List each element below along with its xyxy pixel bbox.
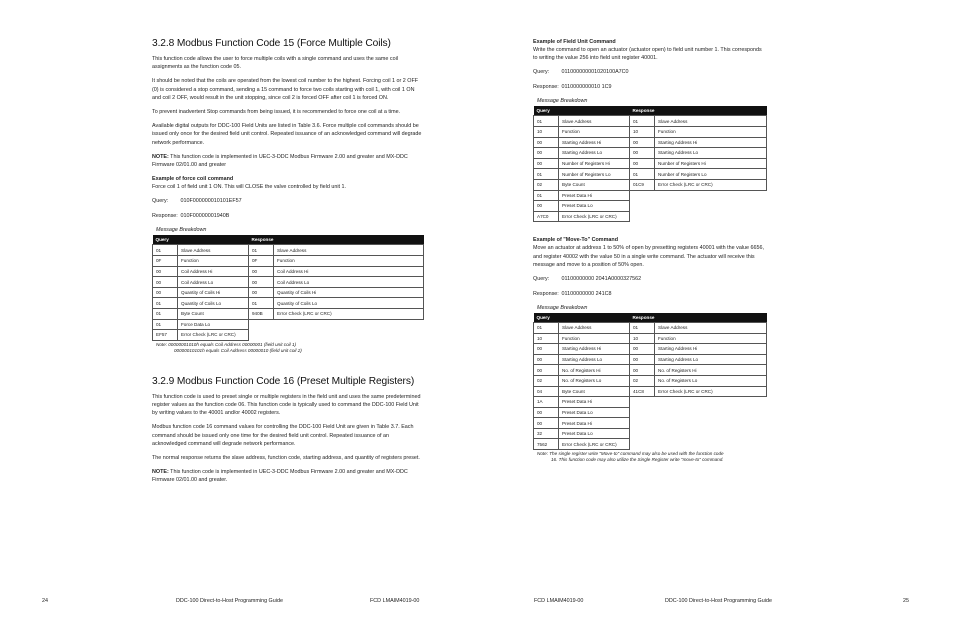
query-field-cell: Starting Address Lo	[559, 148, 630, 159]
response-label: Response:	[533, 290, 559, 297]
query-byte-cell: 01	[534, 116, 559, 127]
query-field-cell: Preset Data Hi	[559, 190, 630, 201]
query-byte-cell: 01	[534, 169, 559, 180]
table-note: 00000010101h equals Coil Address 00000010 (field unit coil 2)	[174, 347, 302, 353]
empty-cell	[249, 319, 424, 330]
note-text: This function code is implemented in UEC-3-DDC Modbus Firmware 2.00 and greater and MX-DDC Firmware 02/01.00 and greater.	[152, 469, 408, 484]
empty-cell	[630, 190, 767, 201]
query-field-cell: Slave Address	[559, 116, 630, 127]
query-byte-cell: 00	[534, 344, 559, 355]
table-header-row	[534, 106, 767, 116]
response-byte-cell: 00	[630, 365, 655, 376]
response-field-cell: No. of Registers Hi	[655, 365, 767, 376]
table-row	[153, 298, 424, 309]
footer-title: DDC-100 Direct-to-Host Programming Guide	[665, 598, 772, 604]
empty-cell	[249, 330, 424, 341]
table-row	[153, 245, 424, 256]
response-byte-cell: 10	[630, 333, 655, 344]
footer-title: DDC-100 Direct-to-Host Programming Guide	[176, 598, 283, 604]
table-row	[534, 137, 767, 148]
query-field-cell: Byte Count	[559, 386, 630, 397]
table-note: Note: The single register write "Move-to" command may also be used with the function code	[537, 451, 724, 457]
query-line	[533, 275, 767, 283]
table-row	[534, 190, 767, 201]
response-field-cell: Slave Address	[274, 245, 424, 256]
query-field-cell: Preset Data Lo	[559, 428, 630, 439]
example-text: Force coil 1 of field unit 1 ON. This will CLOSE the valve controlled by field unit 1.	[152, 184, 347, 191]
query-byte-cell: 04	[534, 386, 559, 397]
query-byte-cell: 00	[534, 365, 559, 376]
table-row	[534, 127, 767, 138]
example-heading: Example of "Move-To" Command	[533, 237, 618, 244]
response-header: Response	[630, 313, 767, 323]
query-field-cell: Preset Data Lo	[559, 407, 630, 418]
page-number: 24	[42, 598, 48, 604]
table-body	[153, 245, 424, 340]
note-label: NOTE:	[152, 153, 169, 160]
response-field-cell: Function	[655, 333, 767, 344]
response-byte-cell: 01	[630, 169, 655, 180]
query-field-cell: Byte Count	[178, 309, 249, 320]
note-paragraph	[152, 468, 424, 484]
example-heading: Example of force coil command	[152, 176, 234, 183]
paragraph: Modbus function code 16 command values for controlling the DDC-100 Field Unit are given in Table 3.7. Each command should be issued only one time for the desired field unit control. Repeated issuance of an acknowledged command will degrade network performance.	[152, 424, 414, 447]
query-field-cell: Function	[559, 127, 630, 138]
query-field-cell: Quantity of Coils Hi	[178, 287, 249, 298]
query-byte-cell: 00	[534, 418, 559, 429]
query-field-cell: Coil Address Lo	[178, 277, 249, 288]
left-column	[152, 38, 424, 491]
query-byte-cell: 10	[534, 127, 559, 138]
response-label: Response:	[533, 84, 559, 91]
response-byte-cell: 02	[630, 375, 655, 386]
page-number: 25	[903, 598, 909, 604]
message-breakdown-label: Message Breakdown	[537, 98, 588, 105]
response-field-cell: Error Check (LRC or CRC)	[274, 309, 424, 320]
response-line	[533, 83, 767, 91]
response-field-cell: Coil Address Lo	[274, 277, 424, 288]
table-row	[534, 333, 767, 344]
query-field-cell: Byte Count	[559, 179, 630, 190]
query-byte-cell: 32	[534, 428, 559, 439]
query-byte-cell: 01	[153, 298, 178, 309]
response-field-cell: Quantity of Coils Hi	[274, 287, 424, 298]
query-field-cell: Function	[559, 333, 630, 344]
message-breakdown-table	[533, 106, 767, 222]
query-byte-cell: 10	[534, 333, 559, 344]
table-row	[534, 179, 767, 190]
paragraph: To prevent inadvertent Stop commands from being issued, it is recommended to force one coil at a time.	[152, 109, 401, 116]
message-breakdown-label: Message Breakdown	[537, 304, 588, 311]
paragraph: It should be noted that the coils are operated from the lowest coil number to the highest. Forcing coil 1 or 2 OFF (0) is considered a stop command, sending a 15 command to force two coils starting with coil 1, with coil 1 ON and coil 2 OFF, would result in the unit stopping, since coil 2 is forced OFF after coil 1 is forced ON.	[152, 78, 419, 101]
note-paragraph	[152, 153, 424, 169]
query-line	[533, 68, 767, 76]
table-row	[534, 169, 767, 180]
table-row	[153, 287, 424, 298]
query-byte-cell: EF57	[153, 330, 178, 341]
empty-cell	[630, 211, 767, 222]
query-field-cell: Number of Registers Lo	[559, 169, 630, 180]
empty-cell	[630, 201, 767, 212]
query-field-cell: Error Check (LRC or CRC)	[559, 211, 630, 222]
note-text: This function code is implemented in UEC-3-DDC Modbus Firmware 2.00 and greater and MX-DDC Firmware 02/01.00 and greater	[152, 153, 408, 169]
table-row	[534, 365, 767, 376]
response-byte-cell: 41C8	[630, 386, 655, 397]
table-row	[534, 397, 767, 408]
message-breakdown-label: Message Breakdown	[156, 227, 207, 234]
query-field-cell: Starting Address Lo	[559, 354, 630, 365]
table-row	[534, 211, 767, 222]
table-row	[534, 116, 767, 127]
query-field-cell: Starting Address Hi	[559, 137, 630, 148]
query-field-cell: Preset Data Lo	[559, 201, 630, 212]
query-byte-cell: 0F	[153, 256, 178, 267]
section-heading-fc15: 3.2.8 Modbus Function Code 15 (Force Multiple Coils)	[152, 38, 391, 49]
query-value: 010F000000010101EF57	[180, 198, 242, 205]
note-label: NOTE:	[152, 469, 169, 476]
query-label: Query:	[533, 275, 550, 282]
query-byte-cell: 01	[534, 190, 559, 201]
query-field-cell: Coil Address Hi	[178, 266, 249, 277]
response-byte-cell: 940B	[249, 309, 274, 320]
query-field-cell: Quantity of Coils Lo	[178, 298, 249, 309]
query-header: Query	[153, 235, 249, 245]
response-field-cell: Starting Address Lo	[655, 148, 767, 159]
empty-cell	[630, 397, 767, 408]
table-row	[153, 319, 424, 330]
query-field-cell: Error Check (LRC or CRC)	[559, 439, 630, 450]
paragraph: The normal response returns the slave address, function code, starting address, and quantity of registers preset.	[152, 455, 420, 461]
query-header: Query	[534, 313, 630, 323]
response-header: Response	[249, 235, 424, 245]
response-field-cell: Starting Address Lo	[655, 354, 767, 365]
response-field-cell: Starting Address Hi	[655, 137, 767, 148]
query-byte-cell: 00	[534, 137, 559, 148]
query-field-cell: Starting Address Hi	[559, 344, 630, 355]
query-byte-cell: 01	[153, 319, 178, 330]
query-byte-cell: 1A	[534, 397, 559, 408]
table-row	[153, 330, 424, 341]
table-body	[534, 116, 767, 222]
query-field-cell: Number of Registers Hi	[559, 158, 630, 169]
response-field-cell: Quantity of Coils Lo	[274, 298, 424, 309]
query-byte-cell: A7C0	[534, 211, 559, 222]
response-field-cell: Error Check (LRC or CRC)	[655, 386, 767, 397]
response-byte-cell: 01	[630, 322, 655, 333]
table-row	[534, 322, 767, 333]
query-value: 01100000000 2041A0000327562	[561, 275, 642, 282]
paragraph: This function code is used to preset single or multiple registers in the field unit and uses the same predetermined register values as the function code 06. This function code is typically used to command the DDC-100 Field Unit by writing values to the 40001 and/or 40002 registers.	[152, 393, 421, 417]
query-byte-cell: 02	[534, 179, 559, 190]
query-field-cell: Preset Data Hi	[559, 418, 630, 429]
query-byte-cell: 01	[153, 309, 178, 320]
query-field-cell: No. of Registers Hi	[559, 365, 630, 376]
response-field-cell: Error Check (LRC or CRC)	[655, 179, 767, 190]
query-field-cell: Preset Data Hi	[559, 397, 630, 408]
response-byte-cell: 00	[630, 158, 655, 169]
table-row	[534, 158, 767, 169]
section-heading-fc16: 3.2.9 Modbus Function Code 16 (Preset Multiple Registers)	[152, 375, 415, 387]
query-field-cell: Slave Address	[178, 245, 249, 256]
response-field-cell: Number of Registers Hi	[655, 158, 767, 169]
empty-cell	[630, 418, 767, 429]
table-row	[534, 148, 767, 159]
table-row	[153, 309, 424, 320]
empty-cell	[630, 439, 767, 450]
response-byte-cell: 00	[630, 344, 655, 355]
query-byte-cell: 00	[534, 158, 559, 169]
response-byte-cell: 00	[630, 137, 655, 148]
table-body	[534, 322, 767, 449]
query-label: Query:	[152, 198, 169, 205]
query-byte-cell: 00	[534, 148, 559, 159]
response-byte-cell: 00	[249, 287, 274, 298]
response-line	[533, 290, 767, 298]
table-row	[534, 201, 767, 212]
right-column	[533, 38, 767, 463]
response-byte-cell: 0F	[249, 256, 274, 267]
response-line	[152, 212, 424, 220]
response-byte-cell: 00	[249, 266, 274, 277]
response-field-cell: No. of Registers Lo	[655, 375, 767, 386]
right-page	[477, 0, 954, 618]
table-row	[534, 407, 767, 418]
response-value: 0110000000010 1C9	[561, 84, 612, 91]
response-byte-cell: 01	[249, 298, 274, 309]
query-line	[152, 197, 424, 205]
query-byte-cell: 00	[153, 287, 178, 298]
query-field-cell: Force Data Lo	[178, 319, 249, 330]
table-row	[153, 256, 424, 267]
table-note: Note: 00000001010h equals Coil Address 00000001 (field unit coil 1)	[156, 341, 297, 347]
response-field-cell: Number of Registers Lo	[655, 169, 767, 180]
footer-code: FCD LMAIM4019-00	[370, 598, 420, 604]
response-byte-cell: 01	[630, 116, 655, 127]
response-label: Response:	[152, 213, 178, 220]
response-field-cell: Function	[655, 127, 767, 138]
response-field-cell: Starting Address Hi	[655, 344, 767, 355]
query-byte-cell: 01	[153, 245, 178, 256]
response-field-cell: Function	[274, 256, 424, 267]
query-byte-cell: 00	[534, 407, 559, 418]
empty-cell	[630, 407, 767, 418]
table-row	[534, 439, 767, 450]
response-byte-cell: 00	[630, 148, 655, 159]
query-byte-cell: 00	[153, 277, 178, 288]
query-field-cell: No. of Registers Lo	[559, 375, 630, 386]
response-field-cell: Coil Address Hi	[274, 266, 424, 277]
empty-cell	[630, 428, 767, 439]
footer-code: FCD LMAIM4019-00	[534, 598, 584, 604]
response-field-cell: Slave Address	[655, 322, 767, 333]
response-byte-cell: 01C9	[630, 179, 655, 190]
query-byte-cell: 00	[153, 266, 178, 277]
table-header-row	[534, 313, 767, 323]
table-row	[534, 418, 767, 429]
example-text: Write the command to open an actuator (actuator open) to field unit number 1. This corresponds to writing the value 256 into field unit register 40001.	[533, 47, 762, 62]
query-header: Query	[534, 106, 630, 116]
response-value: 010F00000001940B	[180, 213, 230, 220]
paragraph: This function code allows the user to force multiple coils with a single command and uses the same coil assignments as the function code 05.	[152, 56, 398, 71]
query-label: Query:	[533, 69, 550, 76]
table-row	[534, 428, 767, 439]
query-byte-cell: 02	[534, 375, 559, 386]
table-note: 16. This function code may also utilize the Single Register write "move-to" command.	[551, 457, 724, 463]
table-row	[534, 344, 767, 355]
paragraph: Available digital outputs for DDC-100 Field Units are listed in Table 3.6. Force multiple coil commands should be issued only once for the desired field unit control. Repeated issuance of an acknowledged command will degrade network performance.	[152, 123, 422, 146]
response-byte-cell: 01	[249, 245, 274, 256]
table-header-row	[153, 235, 424, 245]
table-row	[534, 354, 767, 365]
response-byte-cell: 00	[630, 354, 655, 365]
example-text: Move an actuator at address 1 to 50% of open by presetting registers 40001 with the value 6656, and register 40002 with the value 50 in a single write command. The actuator will receive this message and move to a position of 50% open.	[533, 245, 765, 268]
query-byte-cell: 7562	[534, 439, 559, 450]
table-row	[534, 375, 767, 386]
query-field-cell: Slave Address	[559, 322, 630, 333]
response-value: 01100000000 241C8	[561, 290, 612, 297]
query-byte-cell: 00	[534, 354, 559, 365]
message-breakdown-table	[533, 313, 767, 450]
response-header: Response	[630, 106, 767, 116]
table-row	[153, 266, 424, 277]
response-byte-cell: 00	[249, 277, 274, 288]
response-field-cell: Slave Address	[655, 116, 767, 127]
query-field-cell: Error Check (LRC or CRC)	[178, 330, 249, 341]
table-row	[534, 386, 767, 397]
query-byte-cell: 00	[534, 201, 559, 212]
query-byte-cell: 01	[534, 322, 559, 333]
response-byte-cell: 10	[630, 127, 655, 138]
table-row	[153, 277, 424, 288]
example-heading: Example of Field Unit Command	[533, 39, 616, 45]
query-value: 011000000001020100A7C0	[561, 69, 629, 76]
query-field-cell: Function	[178, 256, 249, 267]
message-breakdown-table	[152, 235, 424, 340]
